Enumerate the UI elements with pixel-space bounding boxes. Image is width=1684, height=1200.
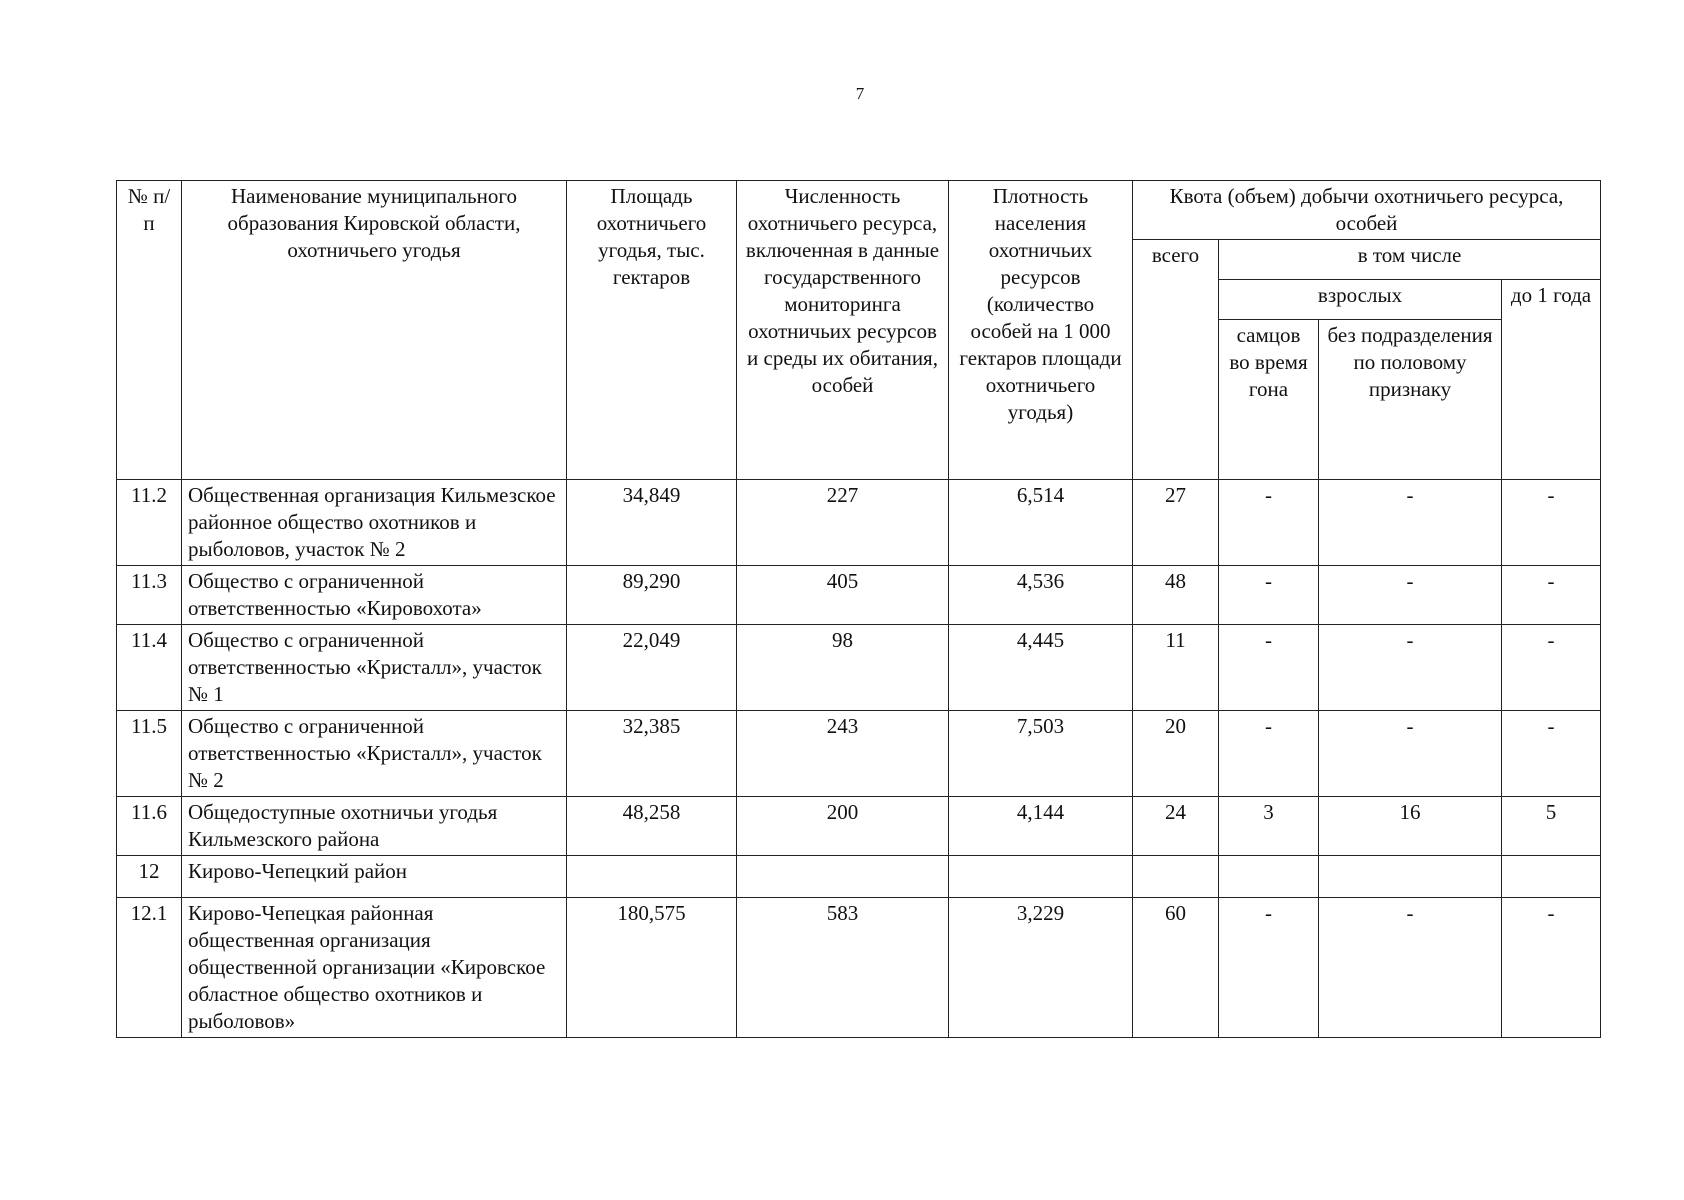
cell-num: 11.6: [117, 797, 182, 856]
page-number: 7: [855, 84, 865, 103]
cell-young: -: [1502, 480, 1601, 566]
cell-density: 6,514: [949, 480, 1133, 566]
cell-name: Общество с ограниченной ответственностью «Кристалл», участок № 2: [182, 711, 567, 797]
cell-area: 48,258: [567, 797, 737, 856]
cell-young: -: [1502, 566, 1601, 625]
header-males-rut: самцов во время гона: [1219, 320, 1319, 480]
cell-density: 7,503: [949, 711, 1133, 797]
cell-population: 405: [737, 566, 949, 625]
cell-area: 32,385: [567, 711, 737, 797]
cell-males: 3: [1219, 797, 1319, 856]
cell-name: Общедоступные охотничьи угодья Кильмезского района: [182, 797, 567, 856]
table-row: [117, 625, 1601, 711]
cell-name: Общество с ограниченной ответственностью «Кировохота»: [182, 566, 567, 625]
table-row: [117, 898, 1601, 1038]
cell-males: [1219, 856, 1319, 898]
cell-area: 34,849: [567, 480, 737, 566]
header-name: Наименование муниципального образования Кировской области, охотничьего угодья: [182, 181, 567, 480]
cell-total: 11: [1133, 625, 1219, 711]
cell-num: 11.3: [117, 566, 182, 625]
cell-nosex: -: [1319, 625, 1502, 711]
cell-num: 11.4: [117, 625, 182, 711]
cell-young: -: [1502, 625, 1601, 711]
table-row: [117, 797, 1601, 856]
cell-total: 60: [1133, 898, 1219, 1038]
cell-males: -: [1219, 711, 1319, 797]
cell-young: -: [1502, 898, 1601, 1038]
cell-nosex: [1319, 856, 1502, 898]
cell-total: [1133, 856, 1219, 898]
cell-area: 180,575: [567, 898, 737, 1038]
cell-total: 20: [1133, 711, 1219, 797]
header-under-one: до 1 года: [1502, 280, 1601, 480]
cell-nosex: -: [1319, 480, 1502, 566]
cell-young: -: [1502, 711, 1601, 797]
cell-num: 11.2: [117, 480, 182, 566]
cell-area: 22,049: [567, 625, 737, 711]
cell-nosex: 16: [1319, 797, 1502, 856]
header-adults: взрослых: [1219, 280, 1502, 320]
cell-males: -: [1219, 625, 1319, 711]
cell-population: 200: [737, 797, 949, 856]
cell-density: 4,536: [949, 566, 1133, 625]
cell-young: [1502, 856, 1601, 898]
cell-density: 4,144: [949, 797, 1133, 856]
header-quota: Квота (объем) добычи охотничьего ресурса, особей: [1133, 181, 1601, 240]
cell-young: 5: [1502, 797, 1601, 856]
cell-area: 89,290: [567, 566, 737, 625]
header-num: № п/п: [117, 181, 182, 480]
cell-name: Общество с ограниченной ответственностью «Кристалл», участок № 1: [182, 625, 567, 711]
cell-num: 12: [117, 856, 182, 898]
cell-population: 243: [737, 711, 949, 797]
cell-num: 11.5: [117, 711, 182, 797]
cell-density: [949, 856, 1133, 898]
cell-males: -: [1219, 566, 1319, 625]
cell-population: 227: [737, 480, 949, 566]
table-row: [117, 856, 1601, 898]
cell-nosex: -: [1319, 711, 1502, 797]
cell-name: Кирово-Чепецкая районная общественная организация общественной организации «Кировское областное общество охотников и рыболовов»: [182, 898, 567, 1038]
cell-name: Кирово-Чепецкий район: [182, 856, 567, 898]
cell-total: 24: [1133, 797, 1219, 856]
header-density: Плотность населения охотничьих ресурсов (количество особей на 1 000 гектаров площади охотничьего угодья): [949, 181, 1133, 480]
cell-total: 48: [1133, 566, 1219, 625]
header-total: всего: [1133, 240, 1219, 480]
cell-population: 583: [737, 898, 949, 1038]
cell-num: 12.1: [117, 898, 182, 1038]
header-population: Численность охотничьего ресурса, включенная в данные государственного мониторинга охотничьих ресурсов и среды их обитания, особей: [737, 181, 949, 480]
cell-nosex: -: [1319, 566, 1502, 625]
header-including: в том числе: [1219, 240, 1601, 280]
header-no-sex: без подразделения по половому признаку: [1319, 320, 1502, 480]
cell-population: 98: [737, 625, 949, 711]
cell-name: Общественная организация Кильмезское районное общество охотников и рыболовов, участок № 2: [182, 480, 567, 566]
cell-males: -: [1219, 898, 1319, 1038]
cell-area: [567, 856, 737, 898]
table-row: [117, 711, 1601, 797]
table-row: [117, 480, 1601, 566]
cell-density: 3,229: [949, 898, 1133, 1038]
header-area: Площадь охотничьего угодья, тыс. гектаров: [567, 181, 737, 480]
table-row: [117, 566, 1601, 625]
cell-total: 27: [1133, 480, 1219, 566]
cell-population: [737, 856, 949, 898]
cell-nosex: -: [1319, 898, 1502, 1038]
quota-table: [116, 180, 1601, 1038]
cell-males: -: [1219, 480, 1319, 566]
cell-density: 4,445: [949, 625, 1133, 711]
